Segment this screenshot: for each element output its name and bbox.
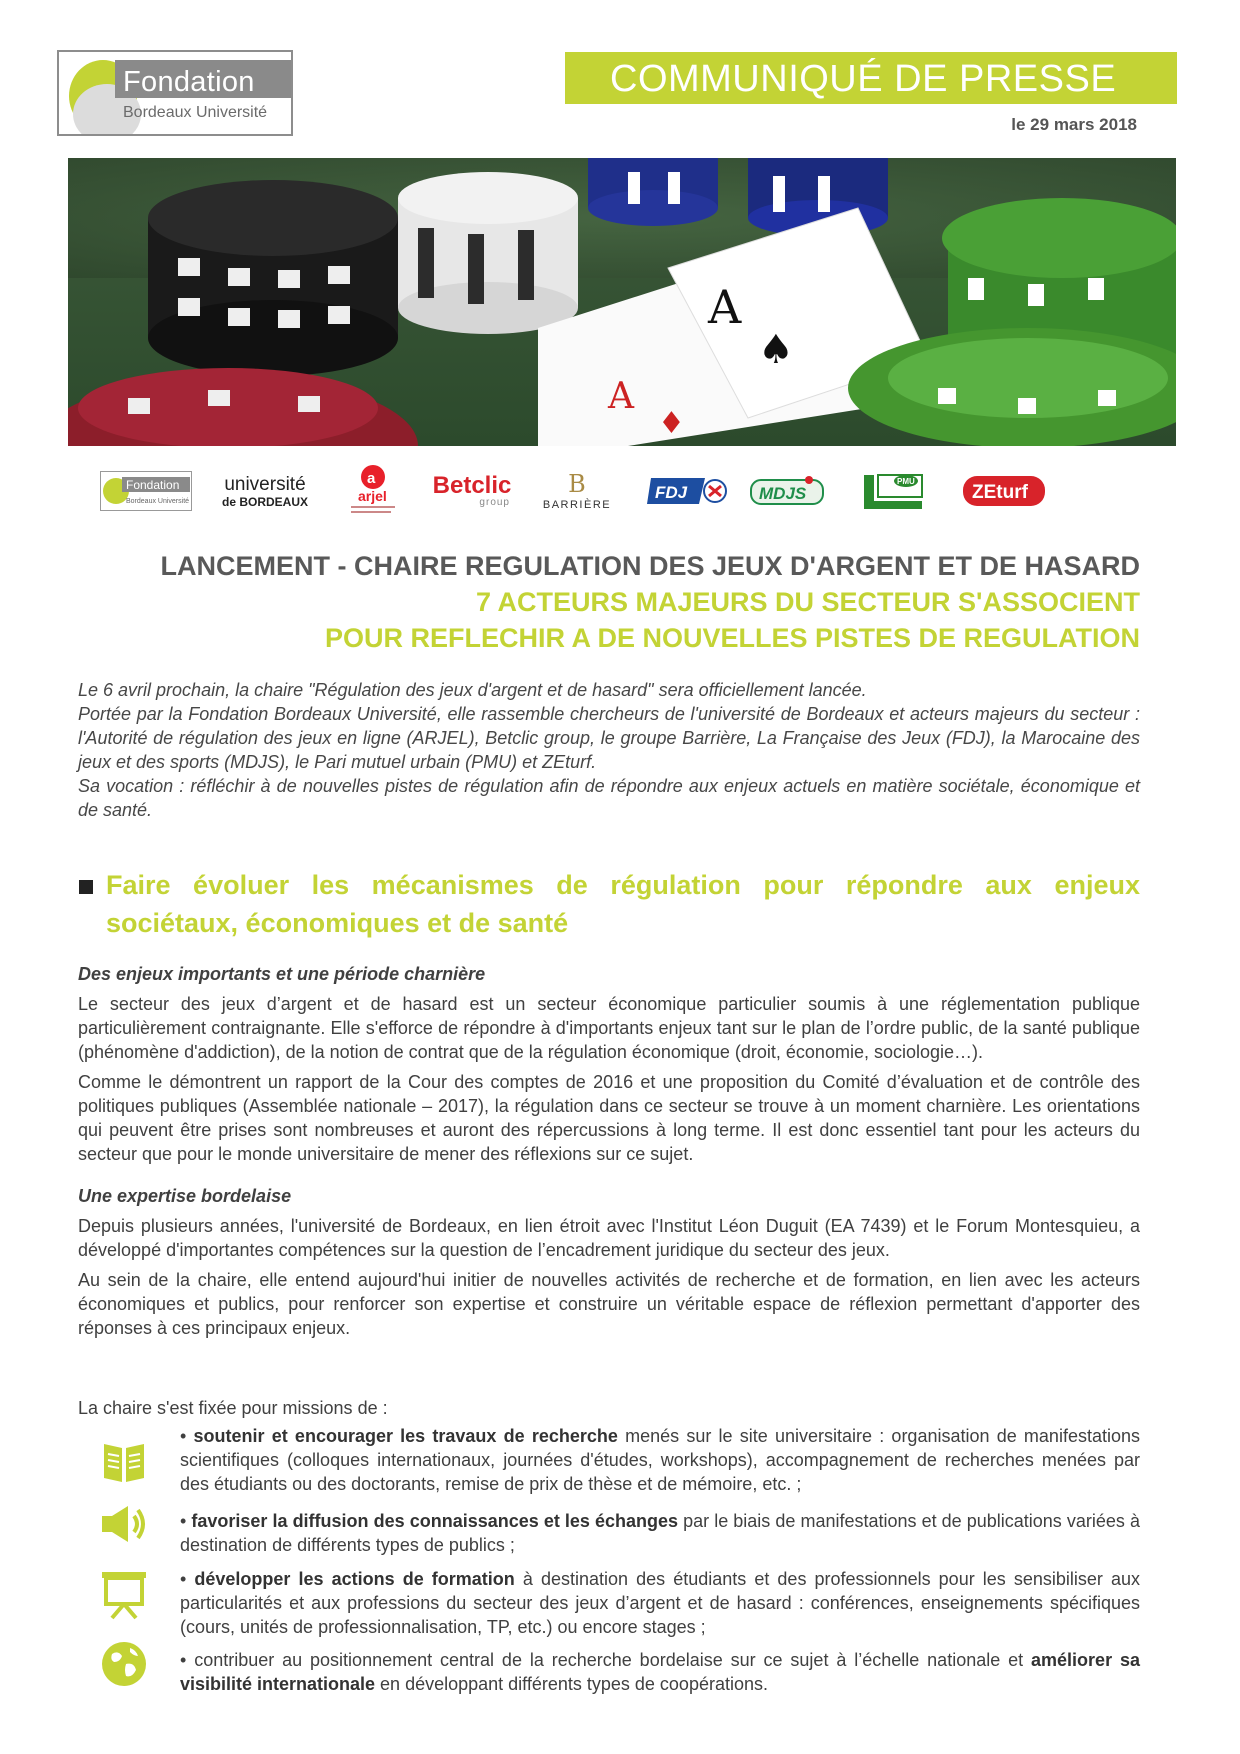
mission-bullet: • — [180, 1426, 194, 1446]
partner-sub: Bordeaux Université — [126, 498, 190, 505]
logo-title: Fondation — [123, 66, 255, 98]
mission-bullet: • — [180, 1511, 192, 1531]
partner-name: FDJ — [655, 483, 688, 502]
partner-name: arjel — [358, 488, 387, 504]
svg-text:A: A — [608, 376, 634, 417]
mission-text: par le biais de manifestations et de publications variées à destination de différents types de publics ; — [180, 1511, 1140, 1555]
mission-text: menés sur le site universitaire : organisation de manifestations scientifiques (colloques internationaux, journées d'études, workshops), accompagnement de recherches menées par des étudiants ou des doctorants, remise de prix de thèse et de mémoire, etc. ; — [180, 1426, 1140, 1494]
mission-highlight: soutenir et encourager les travaux de recherche — [193, 1426, 618, 1446]
mission-item — [180, 1424, 1140, 1496]
headline-line-3: POUR REFLECHIR A DE NOUVELLES PISTES DE REGULATION — [324, 623, 1140, 653]
svg-text:a: a — [367, 470, 376, 487]
headline-line-1: LANCEMENT - CHAIRE REGULATION DES JEUX D'ARGENT ET DE HASARD — [160, 551, 1140, 581]
megaphone-icon — [98, 1498, 150, 1550]
body-paragraph: Le secteur des jeux d’argent et de hasard est un secteur économique particulier soumis à une réglementation publique particulièrement contraignante. Elle s'efforce de répondre à d'importants enjeux tant sur le plan de l’ordre public, de la santé publique (phénomène d'addiction), de la notion de contrat que de la régulation économique (droit, économie, sociologie…). — [78, 994, 1140, 1062]
intro-paragraph: Sa vocation : réfléchir à de nouvelles pistes de régulation afin de répondre aux enjeux actuels en matière sociétale, économique et de santé. — [78, 776, 1140, 820]
section-bullet-icon — [79, 880, 93, 894]
partner-name: université — [224, 473, 306, 495]
partner-logo-fdj — [642, 462, 732, 520]
mission-text: en développant différents types de coopérations. — [375, 1674, 768, 1694]
headline-line-2: 7 ACTEURS MAJEURS DU SECTEUR S'ASSOCIENT — [475, 587, 1140, 617]
partner-logos — [92, 462, 1157, 520]
black-chips — [148, 180, 398, 376]
partner-name: MDJS — [759, 484, 807, 503]
partner-name: Fondation — [126, 478, 180, 492]
partner-logo-mdjs — [742, 462, 832, 520]
svg-text:A: A — [708, 280, 742, 334]
mission-bullet: • contribuer au positionnement central de la recherche bordelaise sur ce sujet à l’échelle nationale et — [180, 1650, 1032, 1670]
partner-name: PMU — [897, 477, 915, 486]
partner-logo-universite-bordeaux — [210, 462, 320, 520]
missions-intro: La chaire s'est fixée pour missions de : — [78, 1398, 388, 1418]
white-chips — [398, 172, 578, 334]
book-icon — [98, 1436, 150, 1488]
partner-name: ZEturf — [972, 482, 1028, 503]
mission-item — [180, 1648, 1140, 1696]
subheading: Des enjeux importants et une période charnière — [78, 964, 486, 984]
press-date: le 29 mars 2018 — [1011, 115, 1137, 134]
mission-item — [180, 1509, 1140, 1557]
headline-block — [68, 548, 1140, 656]
mission-item — [180, 1567, 1140, 1639]
subheading: Une expertise bordelaise — [78, 1186, 292, 1206]
intro-paragraphs — [78, 678, 1140, 822]
svg-text:♦: ♦ — [658, 406, 685, 441]
body-paragraph: Depuis plusieurs années, l'université de Bordeaux, en lien étroit avec l'Institut Léon Duguit (EA 7439) et le Forum Montesquieu, a développé d'importantes compétences sur la question de l’encadrement juridique du secteur des jeux. — [78, 1216, 1140, 1260]
mission-highlight: améliorer sa visibilité internationale — [180, 1650, 1140, 1694]
logo-subtitle: Bordeaux Université — [123, 104, 268, 121]
partner-sub: BARRIÈRE — [542, 498, 612, 511]
partner-sub: de BORDEAUX — [221, 494, 308, 509]
intro-paragraph: Le 6 avril prochain, la chaire "Régulation des jeux d'argent et de hasard" sera officiellement lancée. — [78, 680, 867, 700]
section-title: Faire évoluer les mécanismes de régulation pour répondre aux enjeux sociétaux, économiques et de santé — [106, 870, 1140, 938]
fondation-logo — [57, 50, 293, 136]
partner-logo-zeturf — [954, 462, 1054, 520]
partner-logo-barriere — [532, 462, 622, 520]
hero-image — [68, 158, 1176, 446]
partner-logo-fondation — [98, 462, 194, 520]
globe-icon — [98, 1638, 150, 1690]
body-text — [78, 962, 1140, 1346]
press-release-banner: COMMUNIQUÉ DE PRESSE — [565, 52, 1177, 104]
intro-paragraph: Portée par la Fondation Bordeaux Université, elle rassemble chercheurs de l'université de Bordeaux et acteurs majeurs du secteur : l'Autorité de régulation des jeux en ligne (ARJEL), Betclic group, le groupe Barrière, La Française des Jeux (FDJ), la Marocaine des jeux et des sports (MDJS), le Pari mutuel urbain (PMU) et ZEturf. — [78, 704, 1140, 772]
mission-text: à destination des étudiants et des professionnels pour les sensibiliser aux particularités et aux professions du secteur des jeux d’argent et de hasard : conférences, enseignements spécifiques (cours, unités de professionnalisation, TP, etc.) ou encore stages ; — [180, 1569, 1140, 1637]
presentation-icon — [98, 1568, 150, 1620]
partner-logo-arjel — [330, 462, 416, 520]
partner-name: B — [568, 469, 586, 498]
partner-logo-pmu — [850, 462, 940, 520]
body-paragraph: Au sein de la chaire, elle entend aujourd'hui initier de nouvelles activités de recherche et de formation, en lien avec les acteurs économiques et publics, pour renforcer son expertise et construire un véritable espace de réflexion permettant d'apporter des réponses à ces principaux enjeux. — [78, 1270, 1140, 1338]
partner-name: Betclic — [432, 472, 512, 499]
partner-logo-betclic — [422, 462, 522, 520]
svg-text:♠: ♠ — [758, 327, 794, 373]
mission-highlight: favoriser la diffusion des connaissances et les échanges — [191, 1511, 679, 1531]
mission-bullet: • — [180, 1569, 195, 1589]
mission-highlight: développer les actions de formation — [194, 1569, 515, 1589]
body-paragraph: Comme le démontrent un rapport de la Cour des comptes de 2016 et une proposition du Comité d’évaluation et de contrôle des politiques publiques (Assemblée nationale – 2017), la régulation dans ce secteur se trouve à un moment charnière. Les orientations qui peuvent être prises sont nombreuses et auront des répercussions à long terme. Il est donc essentiel tant pour les acteurs du secteur que pour le monde universitaire de mener des réflexions sur ce sujet. — [78, 1072, 1140, 1164]
partner-sub: group — [479, 497, 510, 508]
